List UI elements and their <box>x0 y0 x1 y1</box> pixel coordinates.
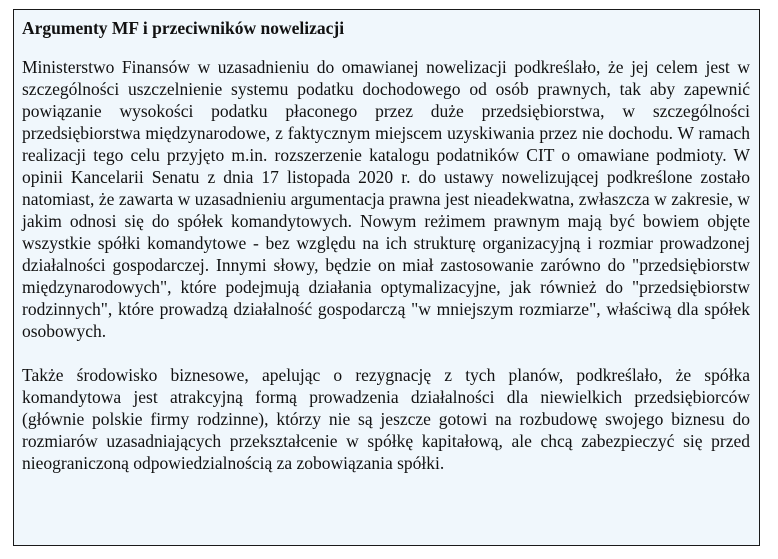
box-title: Argumenty MF i przeciwników nowelizacji <box>22 18 345 38</box>
info-box <box>13 9 760 546</box>
paragraph-mf-arguments: Ministerstwo Finansów w uzasadnieniu do omawianej nowelizacji podkreślało, że jej celem jest w szczególności uszczelnienie systemu podatku dochodowego od osób prawnych, tak aby zapewnić powiązanie wysokości podatku płaconego przez duże przedsiębiorstwa, w szczególności przedsiębiorstwa międzynarodowe, z faktycznym miejscem uzyskiwania przez nie dochodu. W ramach realizacji tego celu przyjęto m.in. rozszerzenie katalogu podatników CIT o omawiane podmioty. W opinii Kancelarii Senatu z dnia 17 listopada 2020 r. do ustawy nowelizującej podkreślone zostało natomiast, że zawarta w uzasadnieniu argumentacja prawna jest nieadekwatna, zwłaszcza w zakresie, w jakim odnosi się do spółek komandytowych. Nowym reżimem prawnym mają być bowiem objęte wszystkie spółki komandytowe - bez względu na ich strukturę organizacyjną i rozmiar prowadzonej działalności gospodarczej. Innymi słowy, będzie on miał zastosowanie zarówno do "przedsiębiorstw międzynarodowych", które podejmują działania optymalizacyjne, jak również do "przedsiębiorstw rodzinnych", które prowadzą działalność gospodarczą "w mniejszym rozmiarze", właściwą dla spółek osobowych. <box>22 57 750 341</box>
paragraph-business-arguments: Także środowisko biznesowe, apelując o rezygnację z tych planów, podkreślało, że spółka komandytowa jest atrakcyjną formą prowadzenia działalności dla niewielkich przedsiębiorców (głównie polskie firmy rodzinne), którzy nie są jeszcze gotowi na rozbudowę swojego biznesu do rozmiarów uzasadniających przekształcenie w spółkę kapitałową, ale chcą zabezpieczyć się przed nieograniczoną odpowiedzialnością za zobowiązania spółki. <box>22 365 750 473</box>
